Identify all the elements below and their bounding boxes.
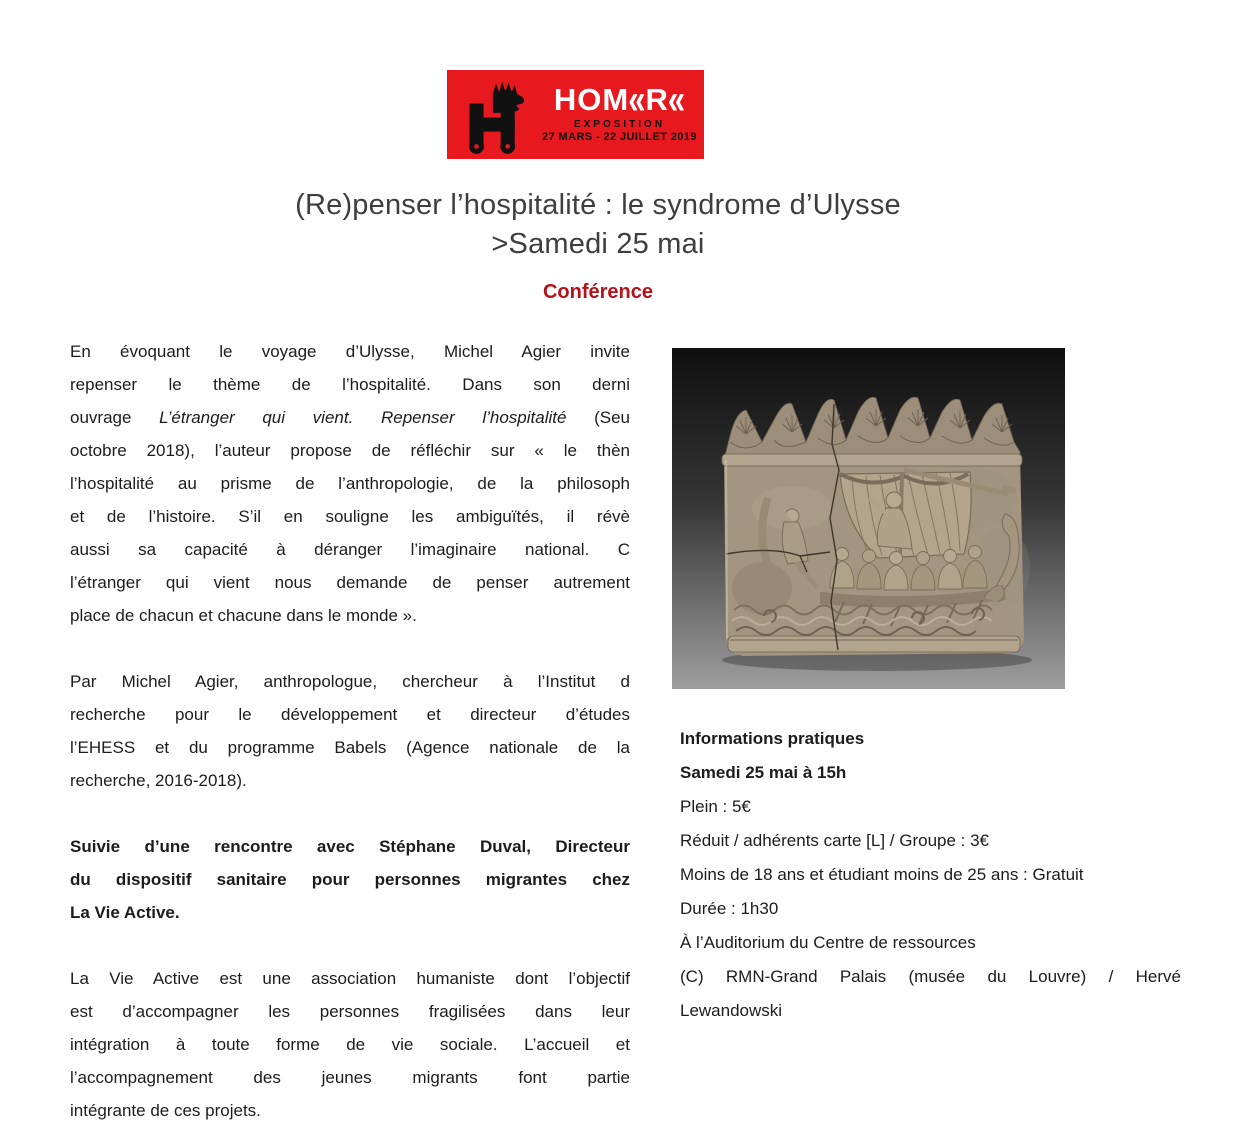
info-title: Informations pratiques <box>680 729 865 748</box>
info-credit-line1: (C) RMN-Grand Palais (musée du Louvre) / Hervé <box>680 967 1181 986</box>
text-line: l’EHESS et du programme Babels (Agence nationale de la <box>70 738 630 757</box>
page-subtitle-date: >Samedi 25 mai <box>491 228 705 260</box>
text-line: du dispositif sanitaire pour personnes migrantes chez <box>70 870 630 889</box>
text-line: intégration à toute forme de vie sociale. L’accueil et <box>70 1035 630 1054</box>
logo-subtitle: EXPOSITION <box>573 119 666 130</box>
paragraph-4 <box>70 962 630 1127</box>
stylized-e-glyph: « <box>628 75 647 123</box>
paragraph-3-bold <box>70 830 630 929</box>
text-line: l’accompagnement des jeunes migrants font partie <box>70 1068 630 1087</box>
practical-info-section <box>680 722 1181 1028</box>
text-line: La Vie Active est une association humaniste dont l’objectif <box>70 969 630 988</box>
stylized-e-glyph: « <box>667 75 687 123</box>
text-line: Suivie d’une rencontre avec Stéphane Duval, Directeur <box>70 837 630 856</box>
book-title-italic: L’étranger qui vient. Repenser l’hospitalité <box>159 408 567 427</box>
info-price-full: Plein : 5€ <box>680 797 751 816</box>
logo-text-block <box>539 70 700 159</box>
text-line: La Vie Active. <box>70 903 180 922</box>
relief-artwork-image <box>672 348 1065 689</box>
page-title: (Re)penser l’hospitalité : le syndrome d’Ulysse <box>295 189 901 221</box>
text-line: place de chacun et chacune dans le monde ». <box>70 606 417 625</box>
paragraph-1 <box>70 335 630 632</box>
title-block <box>0 186 1196 304</box>
text-line: intégrante de ces projets. <box>70 1101 261 1120</box>
info-datetime: Samedi 25 mai à 15h <box>680 763 847 782</box>
text-line: recherche, 2016-2018). <box>70 771 247 790</box>
category-label: Conférence <box>542 281 654 303</box>
text-line <box>70 401 630 434</box>
text-line: l’étranger qui vient nous demande de penser autrement <box>70 573 630 592</box>
text-line: repenser le thème de l’hospitalité. Dans son derni <box>70 375 630 394</box>
info-location: À l’Auditorium du Centre de ressources <box>680 933 976 952</box>
info-credit-line2: Lewandowski <box>680 1001 783 1020</box>
logo-dates: 27 MARS - 22 JUILLET 2019 <box>542 131 697 143</box>
text-line: est d’accompagner les personnes fragilisées dans leur <box>70 1002 630 1021</box>
text-line: recherche pour le développement et directeur d’études <box>70 705 630 724</box>
info-price-reduced: Réduit / adhérents carte [L] / Groupe : 3€ <box>680 831 990 850</box>
paragraph-2 <box>70 665 630 797</box>
text-line: l’hospitalité au prisme de l’anthropologie, de la philosoph <box>70 474 630 493</box>
logo-wordmark <box>539 75 700 123</box>
text-segment: ouvrage <box>70 408 160 427</box>
article-column <box>70 335 630 1144</box>
exposition-logo-banner <box>447 70 704 159</box>
info-price-free: Moins de 18 ans et étudiant moins de 25 ans : Gratuit <box>680 865 1084 884</box>
text-segment: (Seu <box>566 408 630 427</box>
text-line: Par Michel Agier, anthropologue, chercheur à l’Institut d <box>70 672 630 691</box>
text-line: et de l’histoire. S’il en souligne les ambiguïtés, il révè <box>70 507 630 526</box>
logo-word-part1: HOM <box>553 82 630 117</box>
info-duration: Durée : 1h30 <box>680 899 779 918</box>
text-line: En évoquant le voyage d’Ulysse, Michel Agier invite <box>70 342 630 361</box>
trojan-horse-icon <box>455 77 537 155</box>
logo-word-part2: R <box>645 82 669 117</box>
text-line: octobre 2018), l’auteur propose de réfléchir sur « le thèn <box>70 441 630 460</box>
text-line: aussi sa capacité à déranger l’imaginaire national. C <box>70 540 630 559</box>
